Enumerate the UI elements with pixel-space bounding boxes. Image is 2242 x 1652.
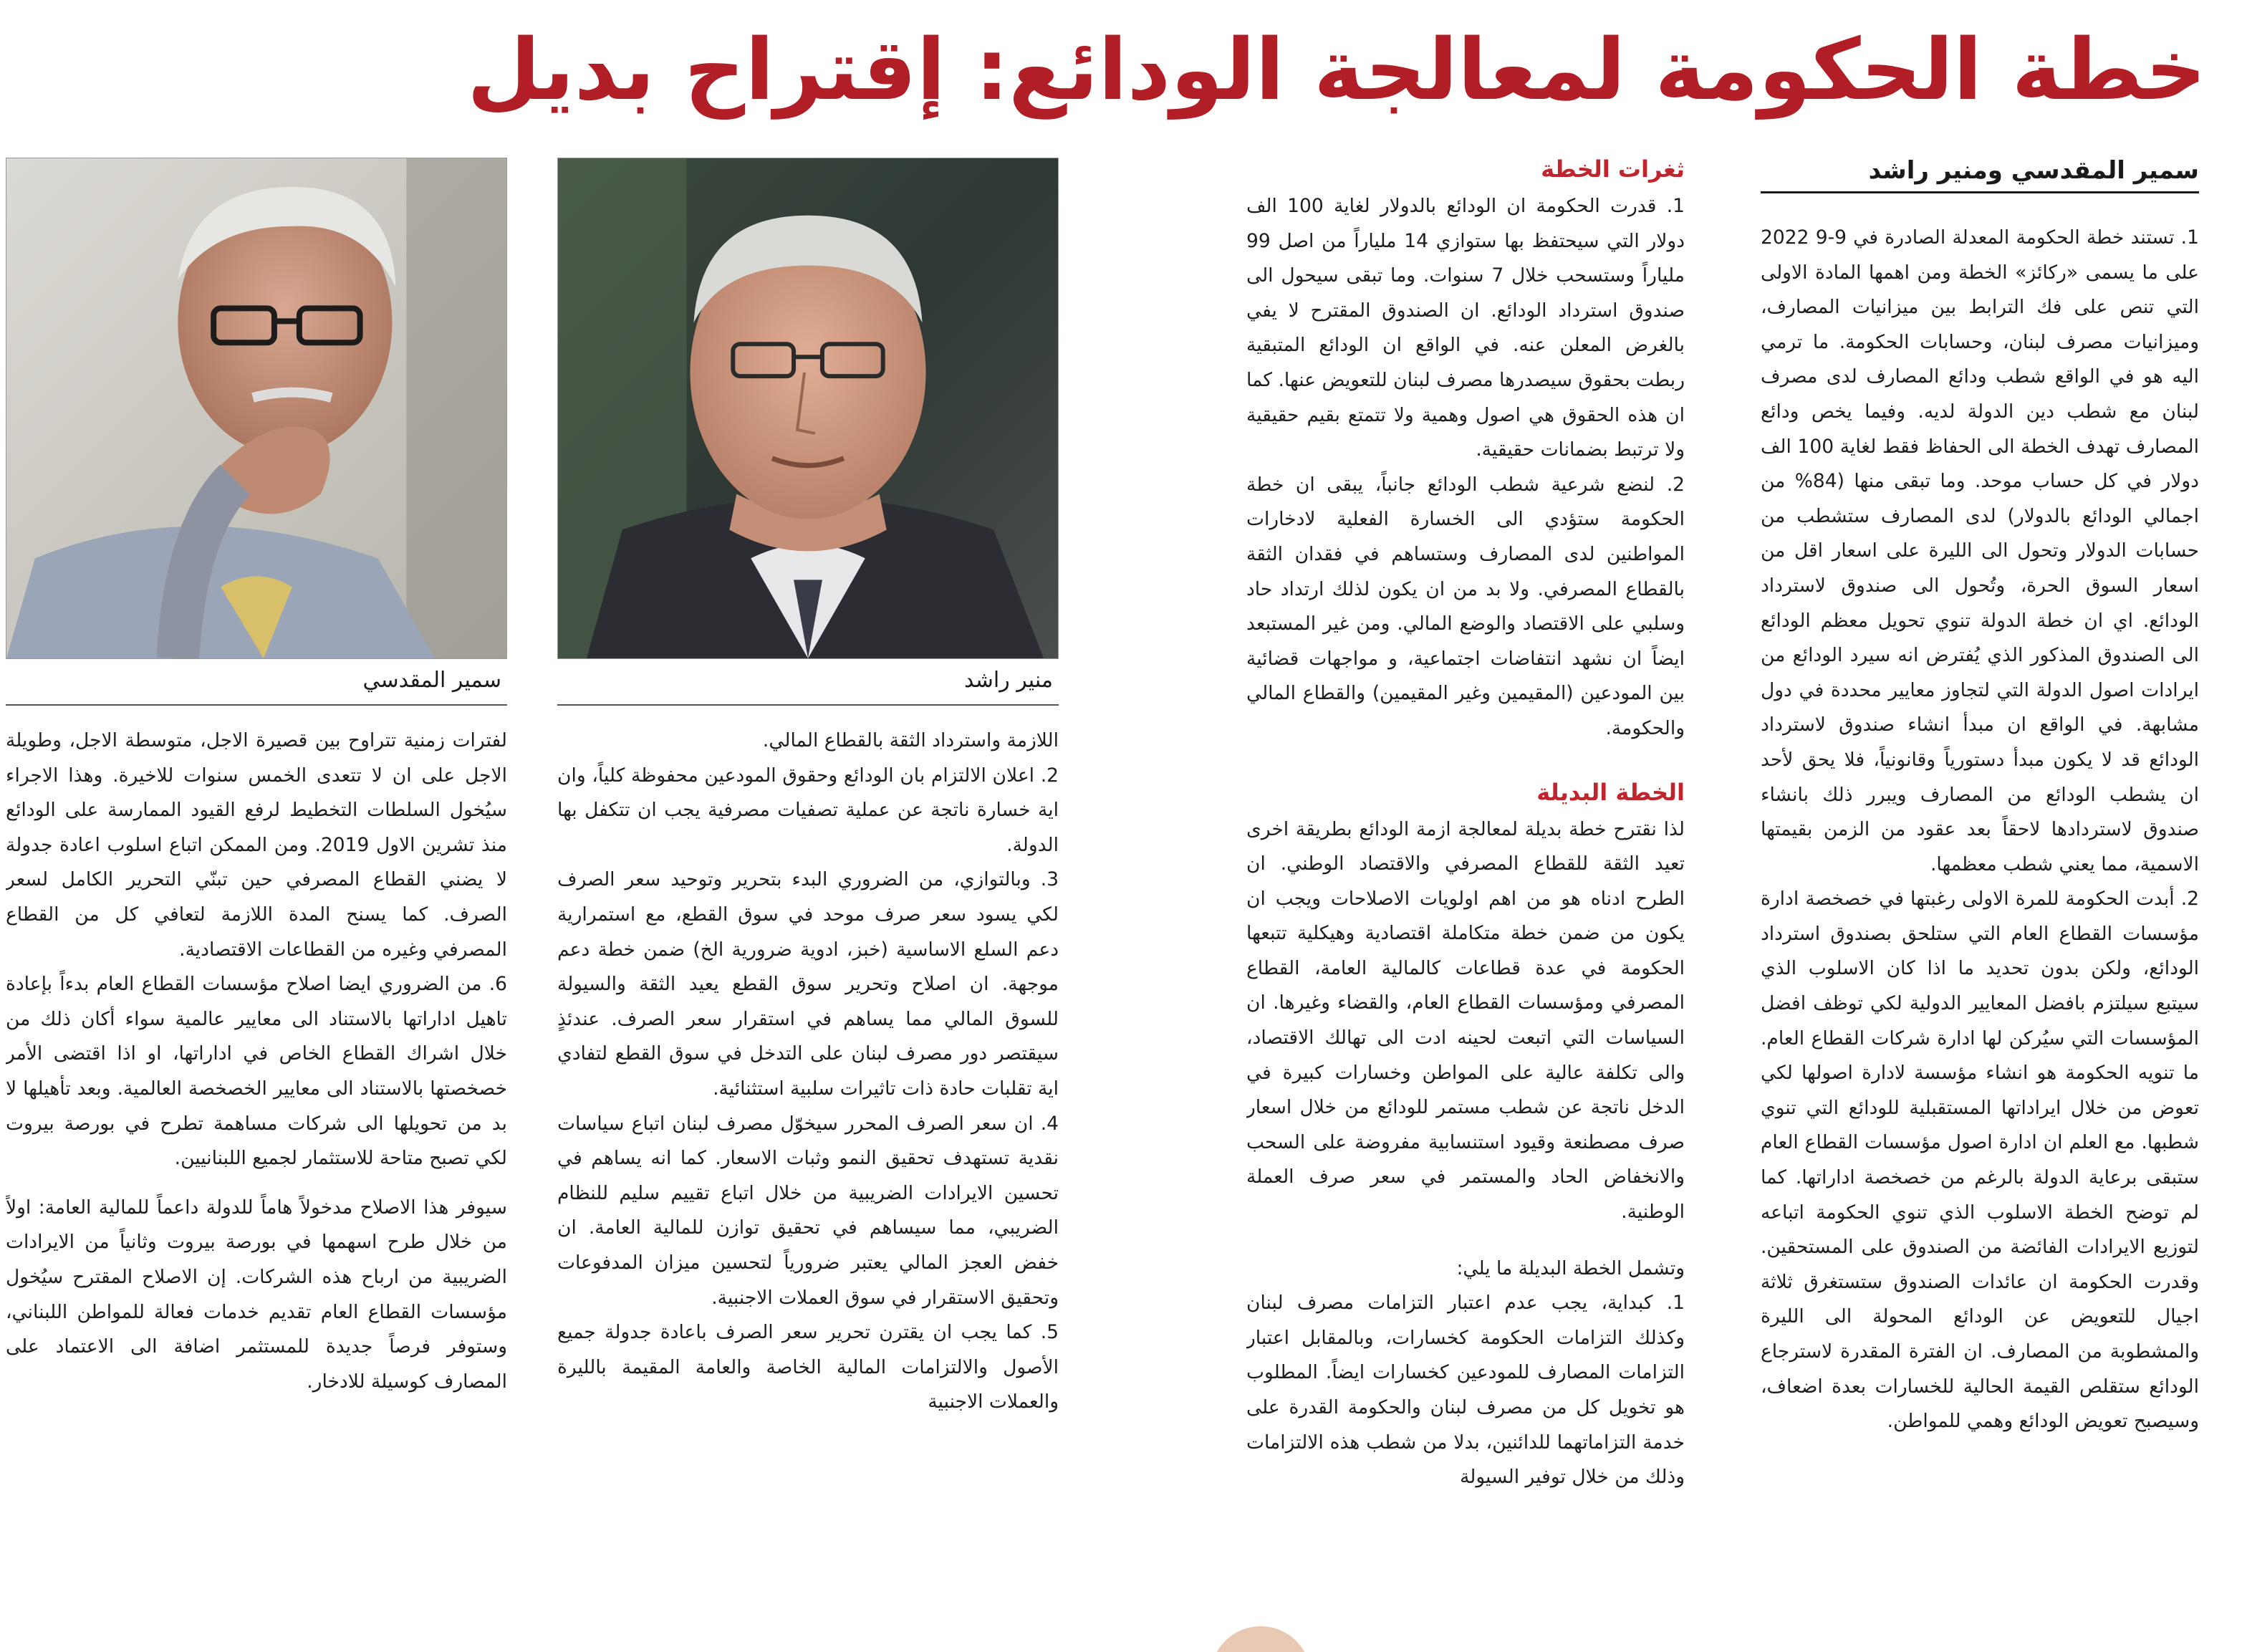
article-paragraph: 4. ان سعر الصرف المحرر سيخوّل مصرف لبنان اتباع سياسات نقدية تستهدف تحقيق النمو وثبات الاسعار. كما انه يساهم في تحسين الايرادات الضريبية من خلال اتباع تقييم سليم للنظام الضريبي، مما سيساهم في تحقيق توازن للمالية العامة. ان خفض العجز المالي يعتبر ضرورياً لتحسين ميزان المدفوعات وتحقيق الاستقرار في سوق العملات الاجنبية. <box>557 1112 1059 1309</box>
article-paragraph: وتشمل الخطة البديلة ما يلي: <box>1456 1257 1685 1279</box>
article-paragraph: لفترات زمنية تتراوح بين قصيرة الاجل، متوسطة الاجل، وطويلة الاجل على ان لا تتعدى الخمس سنوات للاخيرة. وهذا الاجراء سيُخول السلطات التخطيط لرفع القيود الممارسة على الودائع منذ تشرين الاول 2019. ومن الممكن اتباع اسلوب اعادة جدولة لا يضني القطاع المصرفي حين تبنّي التحرير الكامل لسعر الصرف. كما يسنح المدة اللازمة لتعافي كل من القطاع المصرفي وغيره من القطاعات الاقتصادية. <box>6 729 507 961</box>
article-paragraph: 5. كما يجب ان يقترن تحرير سعر الصرف باعادة جدولة جميع الأصول والالتزامات المالية الخاصة والعامة المقيمة بالليرة والعملات الاجنبية <box>557 1321 1059 1413</box>
article-paragraph: 6. من الضروري ايضا اصلاح مؤسسات القطاع العام بدءاً بإعادة تاهيل اداراتها بالاستناد الى معايير عالمية سواء أكان ذلك من خلال اشراك القطاع الخاص في اداراتها، او اذا اقتضى الأمر خصخصتها بالاستناد الى معايير الخصخصة العالمية. وبعد تأهيلها لا بد من تحويلها الى شركات مساهمة تطرح في بورصة بيروت لكي تصبح متاحة للاستثمار لجميع اللبنانيين. <box>6 973 507 1170</box>
photo-samir-makdisi <box>6 158 507 659</box>
article-column-1 <box>1761 221 2199 1596</box>
article-paragraph: اللازمة واسترداد الثقة بالقطاع المالي. <box>762 729 1059 751</box>
article-paragraph: 2. اعلان الالتزام بان الودائع وحقوق المودعين محفوظة كلياً، وان اية خسارة ناتجة عن عملية تصفيات مصرفية يجب ان تتكفل بها الدولة. <box>557 764 1059 856</box>
caption-mounir-rashed: منير راشد <box>964 668 1053 693</box>
article-paragraph: 1. تستند خطة الحكومة المعدلة الصادرة في 9-9 2022 على ما يسمى «ركائز» الخطة ومن اهمها المادة الاولى التي تنص على فك الترابط بين ميزانيات المصارف، وميزانيات مصرف لبنان، وحسابات الحكومة. ما ترمي اليه هو في الواقع شطب ودائع المصارف لدى مصرف لبنان مع شطب دين الدولة لديه. وفيما يخص ودائع المصارف تهدف الخطة الى الحفاظ فقط لغاية 100 الف دولار في كل حساب موحد. وما تبقى منها (84% من اجمالي الودائع بالدولار) لدى المصارف ستشطب من حسابات الدولار وتحول الى الليرة على اسعار اقل من اسعار السوق الحرة، وتُحول الى صندوق لاسترداد الودائع. اي ان خطة الدولة تنوي تحويل معظم الودائع الى الصندوق المذكور الذي يُفترض انه سيرد الودائع من ايرادات اصول الدولة التي لتجاوز معايير محددة في دول مشابهة. في الواقع ان مبدأ انشاء صندوق لاسترداد الودائع قد لا يكون مبدأ دستورياً وقانونياً، فلا يحق لأحد ان يشطب الودائع من المصارف ويبرر ذلك بانشاء صندوق لاستردادها لاحقاً بعد عقود من الزمن بقيمتها الاسمية، مما يعني شطب معظمها. <box>1761 226 2199 875</box>
article-column-3 <box>557 724 1059 1596</box>
caption-divider <box>6 704 507 706</box>
article-paragraph: 1. قدرت الحكومة ان الودائع بالدولار لغاية 100 الف دولار التي سيحتفظ بها ستوازي 14 ملياراً من اصل 99 ملياراً وستسحب خلال 7 سنوات. وما تبقى سيحول الى صندوق استرداد الودائع. ان الصندوق المقترح لا يفي بالغرض المعلن عنه. في الواقع ان الودائع المتبقية ربطت بحقوق سيصدرها مصرف لبنان للتعويض عنها. كما ان هذه الحقوق هي اصول وهمية ولا تتمتع بقيم حقيقية ولا ترتبط بضمانات حقيقية. <box>1246 195 1685 461</box>
caption-samir-makdisi: سمير المقدسي <box>362 668 501 693</box>
article-column-4 <box>6 724 507 1596</box>
caption-divider <box>557 704 1059 706</box>
article-paragraph: 2. لنضع شرعية شطب الودائع جانباً، يبقى ان خطة الحكومة ستؤدي الى الخسارة الفعلية لادخارات المواطنين لدى المصارف وستساهم في فقدان الثقة بالقطاع المصرفي. ولا بد من ان يكون لذلك ارتداد حاد وسلبي على الاقتصاد والوضع المالي. ومن غير المستبعد ايضاً ان نشهد انتفاضات اجتماعية، و مواجهات قضائية بين المودعين (المقيمين وغير المقيمين) والقطاع المالي والحكومة. <box>1246 473 1685 739</box>
article-paragraph: لذا نقترح خطة بديلة لمعالجة ازمة الودائع بطريقة اخرى تعيد الثقة للقطاع المصرفي والاقتصاد الوطني. ان الطرح ادناه هو من اهم اولويات الاصلاحات ويجب ان يكون من ضمن خطة متكاملة اقتصادية وهيكلية تتبعها الحكومة في عدة قطاعات كالمالية العامة، القطاع المصرفي ومؤسسات القطاع العام، والقضاء وغيرها. ان السياسات التي اتبعت لحينه ادت الى تهالك الاقتصاد، والى تكلفة عالية على المواطن وخسارات كبيرة في الدخل ناتجة عن شطب مستمر للودائع من خلال اسعار صرف مصطنعة وقيود استنسابية مفروضة على السحب والانخفاض الحاد والمستمر في سعر صرف العملة الوطنية. <box>1246 817 1685 1224</box>
article-paragraph: 3. وبالتوازي، من الضروري البدء بتحرير وتوحيد سعر الصرف لكي يسود سعر صرف موحد في سوق القطع، مع استمرارية دعم السلع الاساسية (خبز، ادوية ضرورية الخ) ضمن خطة دعم موجهة. ان اصلاح وتحرير سوق القطع يعيد الثقة والسيولة للسوق المالي مما يساهم في استقرار سعر الصرف. عندئذٍ سيقتصر دور مصرف لبنان على التدخل في سوق القطع لتفادي اية تقلبات حادة ذات تاثيرات سلبية استثنائية. <box>557 868 1059 1100</box>
portrait-image <box>6 158 506 658</box>
subhead-plan-gaps: ثغرات الخطة <box>1541 155 1685 183</box>
photo-mounir-rashed <box>557 158 1059 659</box>
decorative-bottom-photo-fragment <box>1211 1626 1311 1652</box>
article-paragraph: 2. أبدت الحكومة للمرة الاولى رغبتها في خصخصة ادارة مؤسسات القطاع العام التي ستلحق بصندوق استرداد الودائع، ولكن بدون تحديد ما اذا كان الاسلوب الذي سيتبع سيلتزم بافضل المعايير الدولية لكي توظف افضل المؤسسات التي سيُركن لها ادارة شركات القطاع العام. ما تنويه الحكومة هو انشاء مؤسسة لادارة اصولها لكي تعوض من خلال ايراداتها المستقبلية للودائع التي تنوي شطبها. مع العلم ان ادارة اصول مؤسسات القطاع العام ستبقى برعاية الدولة بالرغم من خصخصة اداراتها. كما لم توضح الخطة الاسلوب الذي تنوي الحكومة اتباعه لتوزيع الايرادات الفائضة من الصندوق على المستحقين. وقدرت الحكومة ان عائدات الصندوق ستستغرق ثلاثة اجيال للتعويض عن الودائع المحولة الى الليرة والمشطوبة من المصارف. ان الفترة المقدرة لاسترجاع الودائع ستقلص القيمة الحالية للخسارات بعدة اضعاف، وسيصبح تعويض الودائع وهمي للمواطن. <box>1761 888 2199 1433</box>
portrait-image <box>558 158 1058 658</box>
subhead-alternative-plan: الخطة البديلة <box>1536 778 1685 806</box>
headline: خطة الحكومة لمعالجة الودائع: إقتراح بديل <box>467 20 2206 119</box>
article-paragraph: 1. كبداية، يجب عدم اعتبار التزامات مصرف لبنان وكذلك التزامات الحكومة كخسارات، وبالمقابل اعتبار التزامات المصارف للمودعين كخسارات ايضاً. المطلوب هو تخويل كل من مصرف لبنان والحكومة القدرة على خدمة التزاماتهما للدائنين، بدلا من شطب هذه الالتزامات وذلك من خلال توفير السيولة <box>1246 1292 1685 1489</box>
byline: سمير المقدسي ومنير راشد <box>1761 150 2199 193</box>
article-paragraph: سيوفر هذا الاصلاح مدخولاً هاماً للدولة داعماً للمالية العامة: اولاً من خلال طرح اسهمها في بورصة بيروت وثانياً من الايرادات الضريبية من ارباح هذه الشركات. إن الاصلاح المقترح سيُخول مؤسسات القطاع العام تقديم خدمات فعالة للمواطن اللبناني، وستوفر فرصاً جديدة للمستثمر اضافة الى الاعتماد على المصارف كوسيلة للادخار. <box>6 1196 507 1393</box>
article-column-2 <box>1246 149 1685 1596</box>
